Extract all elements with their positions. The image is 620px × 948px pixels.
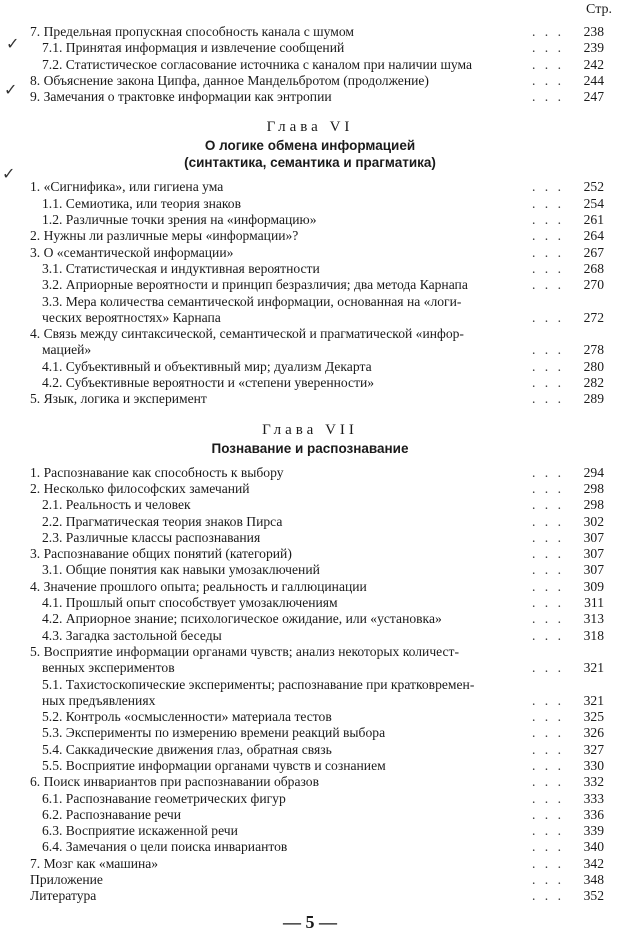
toc-entry-page: 348 [583,872,604,888]
toc-entry-page: 333 [583,790,604,806]
toc-entry [0,89,620,105]
toc-entry-title: 2. Нужны ли различные меры «информации»? [30,228,299,244]
pencil-mark-icon: ✓ [6,36,20,53]
toc-section-chapter6 [0,179,620,407]
toc-entry-page: 239 [583,40,604,56]
leader-dots: . . . [532,546,564,562]
toc-entry-page: 318 [583,627,604,643]
toc-entry [0,277,620,293]
toc-entry-title: 7. Мозг как «машина» [30,855,159,871]
toc-entry-title: 3.3. Мера количества семантической информации, основанная на «логи- [42,293,462,309]
toc-entry-title: 1.1. Семиотика, или теория знаков [42,195,242,211]
toc-entry-title: 5.3. Эксперименты по измерению времени реакций выбора [42,725,386,741]
leader-dots: . . . [532,660,564,676]
toc-entry-page: 340 [583,839,604,855]
pencil-mark-icon: ✓ [2,166,16,183]
toc-entry-page: 252 [583,179,604,195]
toc-entry-page: 321 [583,660,604,676]
toc-entry-page: 321 [583,692,604,708]
toc-entry-title: 4. Связь между синтаксической, семантической и прагматической «инфор- [30,326,464,342]
leader-dots: . . . [532,725,564,741]
toc-entry-title: 3.2. Априорные вероятности и принцип безразличия; два метода Карнапа [42,277,468,293]
toc-entry [0,196,620,212]
toc-entry-title: 5.4. Саккадические движения глаз, обратная связь [42,741,332,757]
leader-dots: . . . [532,855,564,871]
chapter-title [0,137,620,171]
toc-entry-title: ных предъявлениях [42,692,156,708]
toc-entry-page: 311 [584,595,604,611]
leader-dots: . . . [532,839,564,855]
toc-entry-title: 3. О «семантической информации» [30,244,234,260]
leader-dots: . . . [532,741,564,757]
page-number: — 5 — [283,912,337,932]
leader-dots: . . . [532,358,564,374]
toc-entry-title: 6.4. Замечания о цели поиска инвариантов [42,839,288,855]
leader-dots: . . . [532,692,564,708]
toc-entry-title: 4.2. Априорное знание; психологическое ожидание, или «установка» [42,611,442,627]
toc-entry-page: 289 [583,391,604,407]
toc-entry-title: 3.1. Общие понятия как навыки умозаключений [42,562,320,578]
toc-entry [0,823,620,839]
pencil-mark-icon: ✓ [4,82,18,99]
toc-entry-title: 5. Восприятие информации органами чувств; анализ некоторых количест- [30,643,460,659]
leader-dots: . . . [532,72,564,88]
toc-entry-title: 4.2. Субъективные вероятности и «степени уверенности» [42,375,375,391]
chapter-heading: Глава VI [266,119,354,136]
toc-entry [0,228,620,244]
toc-entry [0,660,620,676]
toc-entry-title: 6.1. Распознавание геометрических фигур [42,790,286,806]
leader-dots: . . . [532,562,564,578]
toc-entry-title: ческих вероятностях» Карнапа [42,309,221,325]
toc-entry-page: 342 [583,855,604,871]
toc-entry-page: 332 [583,774,604,790]
toc-entry-title: 4.1. Субъективный и объективный мир; дуализм Декарта [42,358,372,374]
toc-entry [0,791,620,807]
toc-entry-page: 352 [583,888,604,904]
leader-dots: . . . [532,611,564,627]
toc-entry-title: 4.1. Прошлый опыт способствует умозаключениям [42,595,338,611]
toc-entry-page: 244 [583,72,604,88]
leader-dots: . . . [532,179,564,195]
leader-dots: . . . [532,342,564,358]
leader-dots: . . . [532,872,564,888]
leader-dots: . . . [532,260,564,276]
leader-dots: . . . [532,774,564,790]
leader-dots: . . . [532,228,564,244]
leader-dots: . . . [532,709,564,725]
toc-entry [0,294,620,310]
leader-dots: . . . [532,40,564,56]
toc-entry-title: 7.1. Принятая информация и извлечение сообщений [42,40,345,56]
toc-entry-page: 268 [583,260,604,276]
toc-section-chapter5-end [0,24,620,105]
toc-entry-page: 280 [583,358,604,374]
toc-entry-title: 4.3. Загадка застольной беседы [42,627,222,643]
toc-entry-page: 313 [583,611,604,627]
toc-entry-title: 5.2. Контроль «осмысленности» материала тестов [42,709,332,725]
toc-entry [0,375,620,391]
toc-entry-title: 7.2. Статистическое согласование источника с каналом при наличии шума [42,56,473,72]
toc-entry-title: 5.1. Тахистоскопические эксперименты; распознавание при кратковремен- [42,676,475,692]
leader-dots: . . . [532,244,564,260]
toc-entry-page: 309 [583,578,604,594]
toc-entry [0,310,620,326]
toc-entry [0,342,620,358]
toc-entry-title: 6.2. Распознавание речи [42,806,182,822]
toc-entry [0,359,620,375]
toc-entry-page: 298 [583,497,604,513]
toc-entry-page: 336 [583,806,604,822]
toc-entry-title: 3. Распознавание общих понятий (категорий) [30,546,292,562]
toc-entry-page: 339 [583,823,604,839]
toc-entry-title: 5. Язык, логика и эксперимент [30,391,207,407]
toc-entry-title: 8. Объяснение закона Ципфа, данное Мандельбротом (продолжение) [30,72,429,88]
toc-entry-page: 261 [583,212,604,228]
toc-entry-page: 270 [583,277,604,293]
page-column-header: Стр. [586,2,612,17]
toc-entry-title: 6. Поиск инвариантов при распознавании образов [30,774,319,790]
toc-entry [0,725,620,741]
leader-dots: . . . [532,790,564,806]
toc-entry-page: 267 [583,244,604,260]
chapter-title-line: О логике обмена информацией [204,138,416,154]
toc-entry [0,261,620,277]
toc-section-chapter7 [0,465,620,905]
toc-entry [0,677,620,693]
toc-entry-page: 247 [583,89,604,105]
toc-entry [0,839,620,855]
toc-entry-page: 254 [583,195,604,211]
toc-entry [0,562,620,578]
toc-entry [0,644,620,660]
toc-entry-page: 272 [583,309,604,325]
chapter-title [0,440,620,457]
leader-dots: . . . [532,277,564,293]
toc-entry [0,391,620,407]
toc-entry-page: 298 [583,480,604,496]
leader-dots: . . . [532,627,564,643]
leader-dots: . . . [532,595,564,611]
toc-entry [0,40,620,56]
toc-entry [0,73,620,89]
toc-entry-title: 6.3. Восприятие искаженной речи [42,823,238,839]
toc-entry-title: венных экспериментов [42,660,175,676]
toc-entry-title: 7. Предельная пропускная способность канала с шумом [30,24,354,39]
leader-dots: . . . [532,309,564,325]
toc-entry [0,628,620,644]
toc-entry-page: 307 [583,562,604,578]
toc-entry-page: 282 [583,375,604,391]
toc-entry [0,245,620,261]
toc-entry-page: 330 [583,757,604,773]
toc-entry-page: 326 [583,725,604,741]
toc-entry [0,595,620,611]
leader-dots: . . . [532,391,564,407]
toc-entry-page: 327 [583,741,604,757]
leader-dots: . . . [532,89,564,105]
leader-dots: . . . [532,578,564,594]
toc-entry [0,611,620,627]
toc-entry [0,872,620,888]
toc-entry-title: 5.5. Восприятие информации органами чувств и сознанием [42,757,386,773]
toc-entry-title: 9. Замечания о трактовке информации как энтропии [30,89,332,105]
chapter-heading: Глава VII [262,421,358,438]
leader-dots: . . . [532,823,564,839]
toc-entry-title: 1. Распознавание как способность к выбору [30,464,284,480]
toc-entry-page: 238 [583,24,604,39]
toc-entry [0,758,620,774]
toc-entry [0,774,620,790]
toc-entry [0,514,620,530]
table-of-contents [0,24,620,905]
toc-entry [0,888,620,904]
toc-entry-page: 302 [583,513,604,529]
toc-entry [0,179,620,195]
toc-entry [0,465,620,481]
toc-entry [0,709,620,725]
toc-entry [0,807,620,823]
leader-dots: . . . [532,24,564,39]
toc-entry-title: 2.2. Прагматическая теория знаков Пирса [42,513,283,529]
toc-entry [0,530,620,546]
toc-entry [0,481,620,497]
chapter-title-line: (синтактика, семантика и прагматика) [184,155,436,171]
leader-dots: . . . [532,806,564,822]
toc-entry [0,693,620,709]
chapter-title-line: Познавание и распознавание [211,440,409,456]
toc-entry [0,212,620,228]
toc-entry-title: 1. «Сигнифика», или гигиена ума [30,179,224,195]
toc-entry-title: 4. Значение прошлого опыта; реальность и галлюцинации [30,578,367,594]
toc-entry-page: 278 [583,342,604,358]
leader-dots: . . . [532,497,564,513]
toc-entry [0,579,620,595]
toc-entry [0,326,620,342]
toc-entry-page: 294 [583,464,604,480]
leader-dots: . . . [532,464,564,480]
leader-dots: . . . [532,757,564,773]
leader-dots: . . . [532,56,564,72]
leader-dots: . . . [532,375,564,391]
leader-dots: . . . [532,888,564,904]
toc-entry-page: 307 [583,546,604,562]
leader-dots: . . . [532,513,564,529]
leader-dots: . . . [532,480,564,496]
toc-entry-title: Приложение [30,872,103,888]
toc-entry [0,742,620,758]
leader-dots: . . . [532,529,564,545]
toc-entry-title: 2.3. Различные классы распознавания [42,529,261,545]
toc-entry [0,57,620,73]
toc-entry [0,497,620,513]
toc-entry-page: 242 [583,56,604,72]
toc-entry-page: 307 [583,529,604,545]
toc-entry [0,546,620,562]
toc-entry-page: 264 [583,228,604,244]
toc-entry-page: 325 [583,709,604,725]
leader-dots: . . . [532,212,564,228]
toc-entry [0,24,620,40]
toc-entry-title: 1.2. Различные точки зрения на «информацию» [42,212,317,228]
toc-entry-title: 3.1. Статистическая и индуктивная вероятности [42,260,320,276]
toc-entry [0,856,620,872]
toc-entry-title: Литература [30,888,97,904]
toc-entry-title: 2.1. Реальность и человек [42,497,191,513]
leader-dots: . . . [532,195,564,211]
toc-entry-title: мацией» [42,342,92,358]
toc-entry-title: 2. Несколько философских замечаний [30,480,250,496]
